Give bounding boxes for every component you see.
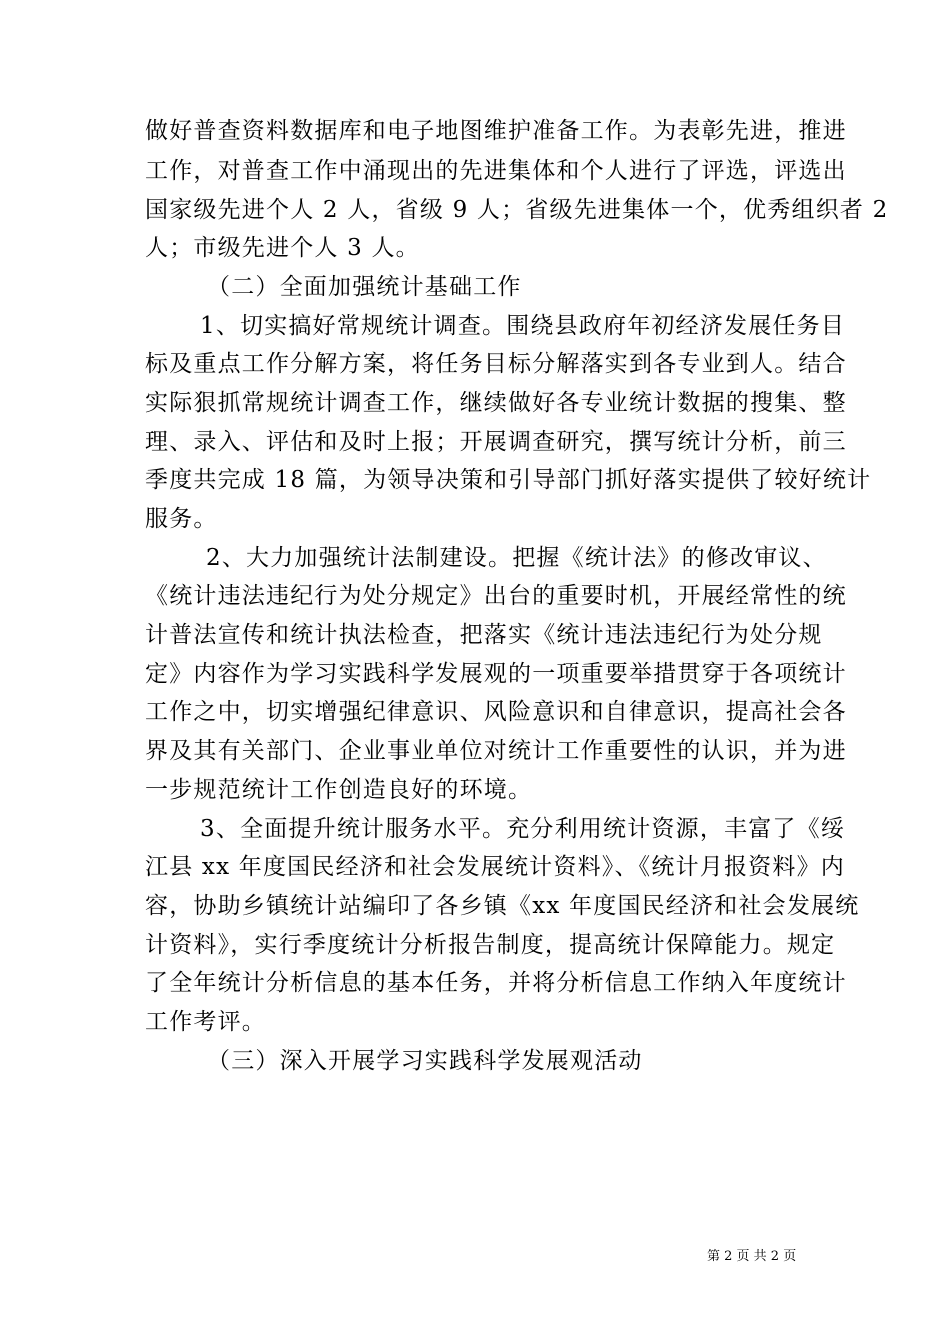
body-line: 做好普查资料数据库和电子地图维护准备工作。为表彰先进，推进 [145, 118, 847, 144]
body-line: 计资料》，实行季度统计分析报告制度，提高统计保障能力。规定 [145, 932, 836, 958]
body-line: 季度共完成 18 篇，为领导决策和引导部门抓好落实提供了较好统计 [145, 467, 872, 493]
body-line: 定》内容作为学习实践科学发展观的一项重要举措贯穿于各项统计 [145, 661, 847, 687]
body-line: 《统计违法违纪行为处分规定》出台的重要时机，开展经常性的统 [145, 583, 847, 609]
body-line: 界及其有关部门、企业事业单位对统计工作重要性的认识，并为进 [145, 738, 847, 764]
body-line: 实际狠抓常规统计调查工作，继续做好各专业统计数据的搜集、整 [145, 390, 847, 416]
body-line: 工作考评。 [145, 1009, 266, 1035]
body-line: 计普法宣传和统计执法检查，把落实《统计违法违纪行为处分规 [145, 622, 823, 648]
section-heading-3: （三）深入开展学习实践科学发展观活动 [207, 1048, 643, 1074]
body-line: 了全年统计分析信息的基本任务，并将分析信息工作纳入年度统计 [145, 970, 847, 996]
body-line: 工作之中，切实增强纪律意识、风险意识和自律意识，提高社会各 [145, 699, 847, 725]
body-line: 国家级先进个人 2 人，省级 9 人；省级先进集体一个，优秀组织者 2 [145, 197, 889, 223]
body-line: 工作，对普查工作中涌现出的先进集体和个人进行了评选，评选出 [145, 158, 847, 184]
body-line: 江县 xx 年度国民经济和社会发展统计资料》、《统计月报资料》内 [145, 854, 845, 880]
body-line: 1、切实搞好常规统计调查。围绕县政府年初经济发展任务目 [200, 313, 846, 339]
page-number: 第 2 页 共 2 页 [707, 1249, 797, 1264]
body-line: 容，协助乡镇统计站编印了各乡镇《xx 年度国民经济和社会发展统 [145, 893, 860, 919]
body-line: 理、录入、评估和及时上报；开展调查研究，撰写统计分析，前三 [145, 429, 847, 455]
body-line: 标及重点工作分解方案，将任务目标分解落实到各专业到人。结合 [145, 351, 847, 377]
body-line: 3、全面提升统计服务水平。充分利用统计资源，丰富了《绥 [200, 816, 846, 842]
body-line: 服务。 [145, 506, 218, 532]
body-line: 2、大力加强统计法制建设。把握《统计法》的修改审议、 [206, 545, 827, 571]
body-line: 一步规范统计工作创造良好的环境。 [145, 777, 533, 803]
body-line: 人；市级先进个人 3 人。 [145, 235, 420, 261]
section-heading-2: （二）全面加强统计基础工作 [207, 274, 522, 300]
